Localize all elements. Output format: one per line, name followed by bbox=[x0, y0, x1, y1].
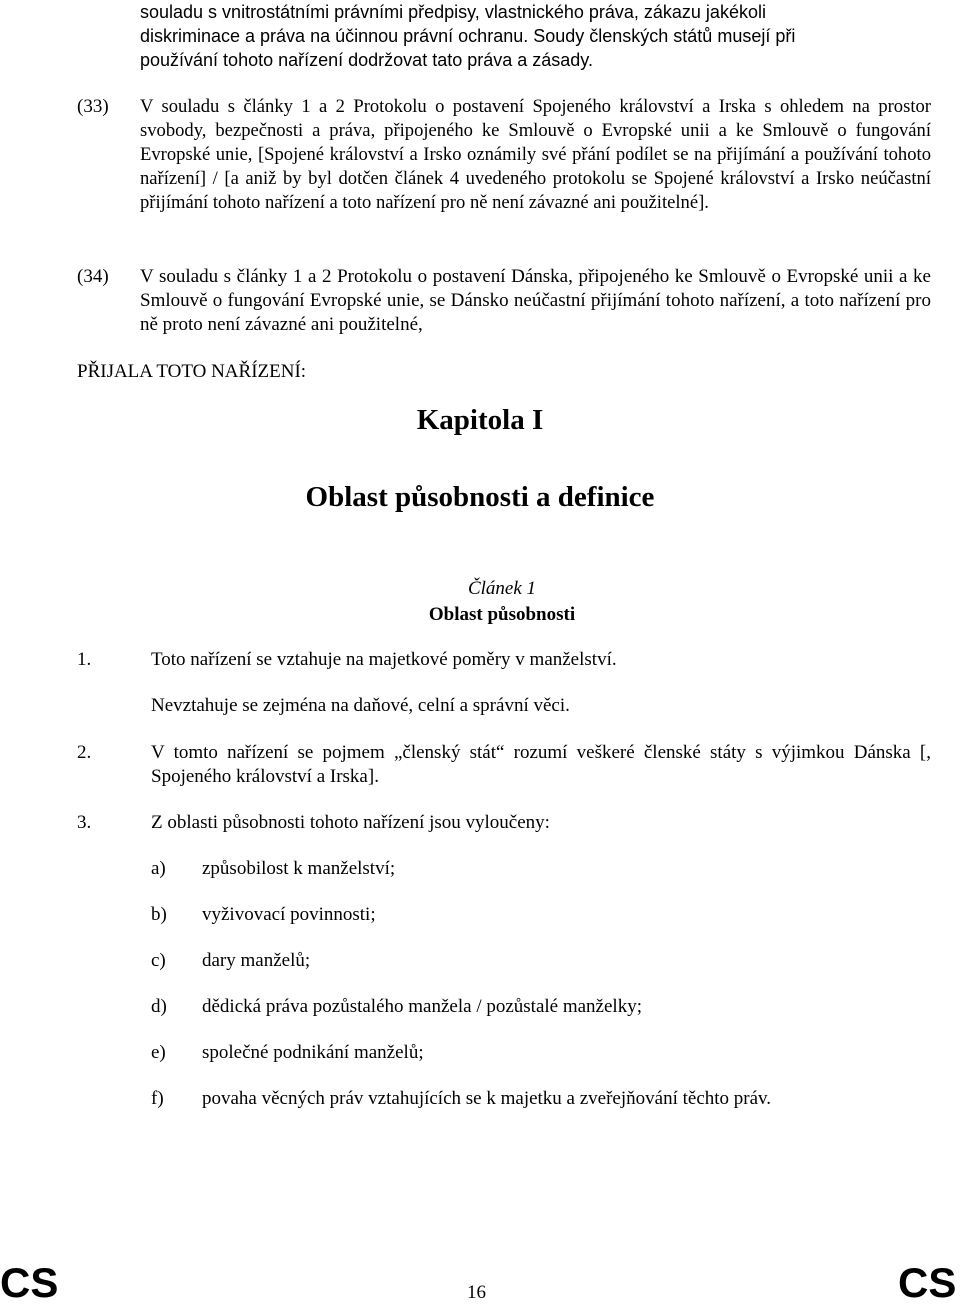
intro-line-3: používání tohoto nařízení dodržovat tato práva a zásady. bbox=[140, 50, 593, 70]
article-label: Článek 1 bbox=[467, 578, 537, 599]
paragraph-number: 2. bbox=[77, 742, 92, 763]
exclusion-letter: a) bbox=[151, 858, 166, 879]
paragraph-text: Toto nařízení se vztahuje na majetkové poměry v manželství. bbox=[151, 649, 617, 670]
exclusion-letter: e) bbox=[151, 1042, 166, 1063]
article-title: Oblast působnosti bbox=[428, 604, 576, 625]
footer-language-right: CS bbox=[898, 1259, 957, 1306]
paragraph-text: Z oblasti působnosti tohoto nařízení jsou vyloučeny: bbox=[151, 812, 550, 833]
paragraph-text: V tomto nařízení se pojmem „členský stát“ rozumí veškeré členské státy s výjimkou Dánska [, Spojeného království a Irska]. bbox=[151, 742, 931, 787]
exclusion-letter: b) bbox=[151, 904, 167, 925]
chapter-title: Kapitola I bbox=[416, 404, 544, 436]
page-number: 16 bbox=[467, 1282, 486, 1303]
paragraph-number: 1. bbox=[77, 649, 92, 670]
exclusion-text: povaha věcných práv vztahujících se k majetku a zveřejňování těchto práv. bbox=[202, 1088, 772, 1109]
exclusion-text: dary manželů; bbox=[202, 950, 311, 971]
chapter-subtitle: Oblast působnosti a definice bbox=[305, 481, 655, 513]
intro-paragraph bbox=[140, 0, 925, 72]
recital-text: V souladu s články 1 a 2 Protokolu o postavení Dánska, připojeného ke Smlouvě o Evropské unii a ke Smlouvě o fungování Evropské unie, se Dánsko neúčastní přijímání tohoto nařízení, a toto nařízení pro ně proto není závazné ani použitelné, bbox=[140, 266, 931, 335]
recital-text: V souladu s články 1 a 2 Protokolu o postavení Spojeného království a Irska s ohledem na prostor svobody, bezpečnosti a práva, připojeného ke Smlouvě o Evropské unii a ke Smlouvě o fungování Evropské unie, [Spojené království a Irsko oznámily své přání podílet se na přijímání a používání tohoto nařízení] / [a aniž by byl dotčen článek 4 uvedeného protokolu se Spojené království a Irsko neúčastní přijímání tohoto nařízení a toto nařízení pro ně není závazné ani použitelné]. bbox=[140, 96, 931, 213]
exclusion-text: dědická práva pozůstalého manžela / pozůstalé manželky; bbox=[202, 996, 642, 1017]
paragraph-text: Nevztahuje se zejména na daňové, celní a správní věci. bbox=[151, 695, 570, 716]
intro-line-1: souladu s vnitrostátními právními předpisy, vlastnického práva, zákazu jakékoli bbox=[140, 2, 766, 22]
paragraph-number: 3. bbox=[77, 812, 92, 833]
recital-number: (34) bbox=[77, 266, 109, 287]
exclusion-letter: f) bbox=[151, 1088, 164, 1109]
exclusion-letter: c) bbox=[151, 950, 166, 971]
exclusion-text: způsobilost k manželství; bbox=[202, 858, 396, 879]
intro-line-2: diskriminace a práva na účinnou právní ochranu. Soudy členských států musejí při bbox=[140, 26, 796, 46]
recital-number: (33) bbox=[77, 96, 109, 117]
footer-language-left: CS bbox=[0, 1259, 59, 1306]
exclusion-text: vyživovací povinnosti; bbox=[202, 904, 376, 925]
exclusion-text: společné podnikání manželů; bbox=[202, 1042, 424, 1063]
exclusion-letter: d) bbox=[151, 996, 167, 1017]
adopted-heading: PŘIJALA TOTO NAŘÍZENÍ: bbox=[77, 361, 307, 382]
